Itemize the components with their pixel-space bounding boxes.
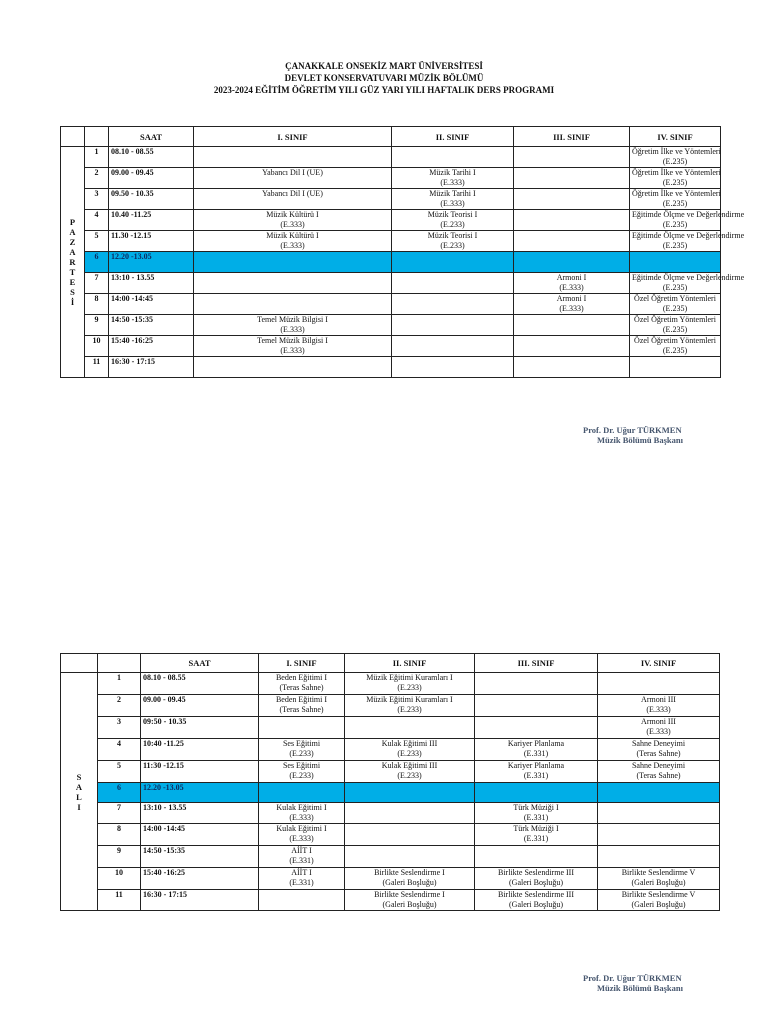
- course-name: Armoni III: [641, 695, 676, 704]
- table-row: [61, 315, 721, 336]
- course-name: Birlikte Seslendirme I: [374, 890, 445, 899]
- class-1-cell: [259, 717, 345, 739]
- course-room: (E.233): [397, 705, 422, 714]
- class-1-cell: [259, 783, 345, 803]
- class-2-cell: [345, 695, 475, 717]
- time-slot: 08.10 - 08.55: [109, 147, 194, 168]
- course-room: (E.333): [440, 199, 465, 208]
- class-4-cell: [598, 717, 720, 739]
- class-3-cell: [475, 846, 598, 868]
- course-room: (E.333): [289, 834, 314, 843]
- class-4-cell: [598, 673, 720, 695]
- course-room: (Teras Sahne): [636, 749, 681, 758]
- class-1-cell: [259, 890, 345, 911]
- course-name: Birlikte Seslendirme V: [621, 868, 696, 877]
- table-row: [61, 824, 720, 846]
- class-2-cell: [392, 210, 514, 231]
- table-row: [61, 189, 721, 210]
- table-header-row: [61, 654, 720, 673]
- time-slot: 16:30 - 17:15: [109, 357, 194, 378]
- table-row: [61, 168, 721, 189]
- course-name: AİİT I: [291, 846, 312, 855]
- day-letter: T: [69, 267, 76, 277]
- time-slot: 14:00 -14:45: [109, 294, 194, 315]
- course-name: Temel Müzik Bilgisi I: [257, 336, 328, 345]
- class-4-cell: [630, 315, 721, 336]
- signature-block: [583, 973, 683, 993]
- course-room: (E.333): [280, 220, 305, 229]
- course-name: Ses Eğitimi: [282, 761, 321, 770]
- class-1-cell: [194, 210, 392, 231]
- course-room: (E.333): [280, 241, 305, 250]
- class-3-cell: [475, 739, 598, 761]
- period-number: 8: [85, 294, 109, 315]
- course-room: (Galeri Boşluğu): [631, 878, 686, 887]
- class-4-cell: [598, 868, 720, 890]
- corner-cell: [98, 654, 141, 673]
- time-slot: 16:30 - 17:15: [141, 890, 259, 911]
- day-letter: P: [69, 217, 76, 227]
- period-number: 1: [85, 147, 109, 168]
- table-row: [61, 252, 721, 273]
- course-name: Birlikte Seslendirme III: [498, 868, 574, 877]
- course-room: (E.331): [523, 813, 549, 822]
- day-label-cell: [61, 673, 98, 911]
- period-number: 4: [85, 210, 109, 231]
- course-name: Beden Eğitimi I: [275, 673, 328, 682]
- class-4-cell: [630, 357, 721, 378]
- table-row: [61, 210, 721, 231]
- class-1-cell: [259, 739, 345, 761]
- class-3-cell: [475, 783, 598, 803]
- class-3-cell: [514, 147, 630, 168]
- period-number: 6: [85, 252, 109, 273]
- class-2-cell: [392, 315, 514, 336]
- class-1-cell: [259, 803, 345, 824]
- monday-schedule-table: [60, 126, 745, 378]
- class-1-header: I. SINIF: [194, 127, 392, 147]
- corner-cell: [61, 127, 85, 147]
- class-3-cell: [514, 189, 630, 210]
- class-4-cell: [598, 761, 720, 783]
- class-2-cell: [345, 739, 475, 761]
- course-name: Öğretim İlke ve Yöntemleri: [632, 147, 721, 156]
- saat-header: SAAT: [109, 127, 194, 147]
- class-2-cell: [345, 803, 475, 824]
- period-number: 7: [98, 803, 141, 824]
- course-name: Temel Müzik Bilgisi I: [257, 315, 328, 324]
- class-3-cell: [475, 890, 598, 911]
- period-number: 7: [85, 273, 109, 294]
- course-name: Müzik Teorisi I: [427, 210, 478, 219]
- course-name: Kulak Eğitimi I: [276, 824, 327, 833]
- course-name: Sahne Deneyimi: [631, 739, 686, 748]
- table-row: [61, 803, 720, 824]
- time-slot: 12.20 -13.05: [109, 252, 194, 273]
- class-1-cell: [194, 273, 392, 294]
- course-name: Müzik Tarihi I: [429, 189, 476, 198]
- class-3-cell: [475, 803, 598, 824]
- course-name: Türk Müziği I: [513, 824, 559, 833]
- course-name: Müzik Teorisi I: [427, 231, 478, 240]
- table-row: [61, 695, 720, 717]
- class-1-cell: [194, 336, 392, 357]
- course-room: (E.233): [397, 771, 422, 780]
- class-4-cell: [630, 231, 745, 252]
- class-3-header: III. SINIF: [475, 654, 598, 673]
- class-1-cell: [194, 315, 392, 336]
- class-4-header: IV. SINIF: [598, 654, 720, 673]
- course-room: (E.235): [662, 199, 688, 208]
- class-4-cell: [598, 824, 720, 846]
- day-letter: R: [69, 257, 76, 267]
- course-room: (Galeri Boşluğu): [631, 900, 686, 909]
- time-slot: 10.40 -11.25: [109, 210, 194, 231]
- time-slot: 12.20 -13.05: [141, 783, 259, 803]
- course-name: Müzik Eğitimi Kuramları I: [366, 695, 453, 704]
- table-row: [61, 357, 721, 378]
- course-room: (E.235): [662, 178, 688, 187]
- class-2-cell: [392, 252, 514, 273]
- table-row: [61, 231, 721, 252]
- course-name: Sahne Deneyimi: [631, 761, 686, 770]
- day-letter: Z: [69, 237, 76, 247]
- period-number: 11: [98, 890, 141, 911]
- table-row: [61, 739, 720, 761]
- course-name: Müzik Kültürü I: [266, 210, 319, 219]
- course-name: Kulak Eğitimi III: [381, 761, 438, 770]
- course-name: Müzik Tarihi I: [429, 168, 476, 177]
- course-room: (E.333): [559, 304, 584, 313]
- class-3-cell: [514, 252, 630, 273]
- course-room: (E.233): [397, 749, 422, 758]
- course-name: Kulak Eğitimi III: [381, 739, 438, 748]
- class-4-cell: [630, 336, 721, 357]
- table-row: [61, 761, 720, 783]
- period-number: 6: [98, 783, 141, 803]
- class-4-cell: [630, 294, 721, 315]
- course-name: Türk Müziği I: [513, 803, 559, 812]
- class-2-cell: [392, 273, 514, 294]
- period-number: 8: [98, 824, 141, 846]
- course-room: (E.333): [280, 325, 305, 334]
- time-slot: 15:40 -16:25: [141, 868, 259, 890]
- class-3-cell: [514, 294, 630, 315]
- course-name: Öğretim İlke ve Yöntemleri: [632, 168, 721, 177]
- day-letter: İ: [70, 297, 75, 307]
- class-4-header: IV. SINIF: [630, 127, 721, 147]
- period-number: 9: [98, 846, 141, 868]
- class-3-cell: [514, 273, 630, 294]
- class-2-cell: [345, 717, 475, 739]
- day-letter: E: [69, 277, 76, 287]
- course-name: Kulak Eğitimi I: [276, 803, 327, 812]
- table-row: [61, 273, 721, 294]
- time-slot: 09.50 - 10.35: [109, 189, 194, 210]
- period-number: 3: [98, 717, 141, 739]
- class-3-cell: [514, 168, 630, 189]
- class-1-cell: [259, 673, 345, 695]
- period-number: 11: [85, 357, 109, 378]
- course-room: (E.235): [662, 220, 688, 229]
- class-4-cell: [598, 846, 720, 868]
- saat-header: SAAT: [141, 654, 259, 673]
- course-room: (Galeri Boşluğu): [509, 900, 563, 909]
- course-room: (Teras Sahne): [279, 705, 324, 714]
- class-1-cell: [194, 168, 392, 189]
- class-2-cell: [345, 846, 475, 868]
- class-1-cell: [194, 231, 392, 252]
- course-room: (E.331): [523, 749, 549, 758]
- class-4-cell: [598, 803, 720, 824]
- class-4-cell: [598, 783, 720, 803]
- class-4-cell: [598, 890, 720, 911]
- course-room: (E.235): [662, 325, 688, 334]
- class-2-cell: [345, 761, 475, 783]
- class-2-cell: [392, 336, 514, 357]
- course-room: (E.331): [289, 878, 314, 887]
- course-name: Eğitimde Ölçme ve Değerlendirme: [632, 273, 745, 282]
- course-name: Ses Eğitimi: [282, 739, 321, 748]
- time-slot: 14:50 -15:35: [141, 846, 259, 868]
- class-4-cell: [598, 695, 720, 717]
- table-row: [61, 890, 720, 911]
- table-row: [61, 846, 720, 868]
- course-name: Müzik Eğitimi Kuramları I: [366, 673, 453, 682]
- class-2-cell: [392, 147, 514, 168]
- course-name: Özel Öğretim Yöntemleri: [634, 294, 716, 303]
- course-name: Eğitimde Ölçme ve Değerlendirme: [632, 210, 745, 219]
- course-room: (E.233): [440, 220, 465, 229]
- class-2-cell: [392, 168, 514, 189]
- day-letter: A: [69, 247, 76, 257]
- course-room: (Teras Sahne): [636, 771, 681, 780]
- table-row: [61, 147, 721, 168]
- day-letter: I: [77, 801, 81, 812]
- class-3-cell: [475, 695, 598, 717]
- period-number: 4: [98, 739, 141, 761]
- class-2-cell: [345, 890, 475, 911]
- course-name: Eğitimde Ölçme ve Değerlendirme: [632, 231, 745, 240]
- class-4-cell: [630, 147, 721, 168]
- signature-name: Prof. Dr. Uğur TÜRKMEN: [583, 973, 682, 983]
- class-1-cell: [259, 695, 345, 717]
- course-room: (E.233): [289, 771, 314, 780]
- class-1-cell: [259, 868, 345, 890]
- program-title: 2023-2024 EĞİTİM ÖĞRETİM YILI GÜZ YARI YILI HAFTALIK DERS PROGRAMI: [213, 85, 555, 95]
- class-3-cell: [475, 824, 598, 846]
- signature-block: [583, 425, 683, 445]
- course-name: Öğretim İlke ve Yöntemleri: [632, 189, 721, 198]
- class-2-cell: [392, 294, 514, 315]
- course-name: Yabancı Dil I (UE): [262, 168, 323, 177]
- time-slot: 08.10 - 08.55: [141, 673, 259, 695]
- period-number: 5: [85, 231, 109, 252]
- corner-cell: [85, 127, 109, 147]
- period-number: 1: [98, 673, 141, 695]
- course-room: (Galeri Boşluğu): [382, 900, 437, 909]
- class-2-header: II. SINIF: [392, 127, 514, 147]
- period-number: 10: [85, 336, 109, 357]
- class-1-cell: [194, 147, 392, 168]
- course-name: Kariyer Planlama: [507, 761, 565, 770]
- class-3-cell: [475, 868, 598, 890]
- class-1-cell: [259, 761, 345, 783]
- course-name: Yabancı Dil I (UE): [262, 189, 323, 198]
- time-slot: 11.30 -12.15: [109, 231, 194, 252]
- course-room: (E.333): [440, 178, 465, 187]
- corner-cell: [61, 654, 98, 673]
- time-slot: 14:00 -14:45: [141, 824, 259, 846]
- table-row: [61, 294, 721, 315]
- class-4-cell: [630, 189, 721, 210]
- signature-title: Müzik Bölümü Başkanı: [597, 983, 683, 993]
- course-name: Özel Öğretim Yöntemleri: [634, 315, 716, 324]
- time-slot: 09.00 - 09.45: [109, 168, 194, 189]
- class-2-cell: [345, 868, 475, 890]
- day-letter: S: [70, 287, 75, 297]
- class-3-cell: [514, 315, 630, 336]
- course-name: Birlikte Seslendirme I: [374, 868, 445, 877]
- class-3-cell: [514, 210, 630, 231]
- course-name: Armoni III: [641, 717, 676, 726]
- period-number: 3: [85, 189, 109, 210]
- course-room: (E.333): [646, 727, 671, 736]
- course-room: (E.331): [523, 771, 549, 780]
- course-room: (E.233): [440, 241, 465, 250]
- course-room: (E.333): [280, 346, 305, 355]
- day-letter: S: [76, 771, 82, 782]
- course-room: (Galeri Boşluğu): [382, 878, 437, 887]
- table-row: [61, 717, 720, 739]
- class-1-header: I. SINIF: [259, 654, 345, 673]
- time-slot: 10:40 -11.25: [141, 739, 259, 761]
- class-1-cell: [259, 824, 345, 846]
- course-name: Kariyer Planlama: [507, 739, 565, 748]
- document-header: [0, 60, 768, 96]
- class-4-cell: [630, 210, 745, 231]
- period-number: 2: [85, 168, 109, 189]
- time-slot: 11:30 -12.15: [141, 761, 259, 783]
- class-1-cell: [259, 846, 345, 868]
- class-4-cell: [630, 168, 721, 189]
- class-2-cell: [392, 357, 514, 378]
- course-room: (E.331): [523, 834, 549, 843]
- course-room: (E.233): [397, 683, 422, 692]
- class-4-cell: [598, 739, 720, 761]
- course-name: Armoni I: [556, 294, 587, 303]
- class-2-header: II. SINIF: [345, 654, 475, 673]
- university-title: ÇANAKKALE ONSEKİZ MART ÜNİVERSİTESİ: [285, 61, 483, 71]
- course-name: Beden Eğitimi I: [275, 695, 328, 704]
- period-number: 2: [98, 695, 141, 717]
- time-slot: 15:40 -16:25: [109, 336, 194, 357]
- course-name: Armoni I: [556, 273, 587, 282]
- table-row: [61, 783, 720, 803]
- class-3-cell: [475, 717, 598, 739]
- time-slot: 09.00 - 09.45: [141, 695, 259, 717]
- table-row: [61, 336, 721, 357]
- day-letter: A: [75, 781, 83, 792]
- class-3-cell: [475, 673, 598, 695]
- tuesday-schedule-table: [60, 653, 720, 911]
- course-room: (E.333): [559, 283, 584, 292]
- period-number: 5: [98, 761, 141, 783]
- class-3-header: III. SINIF: [514, 127, 630, 147]
- course-name: Müzik Kültürü I: [266, 231, 319, 240]
- course-name: Birlikte Seslendirme V: [621, 890, 696, 899]
- course-room: (E.235): [662, 283, 688, 292]
- time-slot: 14:50 -15:35: [109, 315, 194, 336]
- class-1-cell: [194, 357, 392, 378]
- course-name: Özel Öğretim Yöntemleri: [634, 336, 716, 345]
- class-3-cell: [514, 357, 630, 378]
- class-2-cell: [345, 783, 475, 803]
- course-room: (E.333): [646, 705, 671, 714]
- table-row: [61, 673, 720, 695]
- course-room: (E.235): [662, 304, 688, 313]
- course-name: Birlikte Seslendirme III: [498, 890, 574, 899]
- table-row: [61, 868, 720, 890]
- course-room: (E.331): [289, 856, 314, 865]
- course-room: (E.235): [662, 241, 688, 250]
- period-number: 9: [85, 315, 109, 336]
- class-1-cell: [194, 189, 392, 210]
- class-3-cell: [514, 231, 630, 252]
- course-room: (Teras Sahne): [279, 683, 324, 692]
- course-room: (E.235): [662, 346, 688, 355]
- class-4-cell: [630, 252, 721, 273]
- table-header-row: [61, 127, 721, 147]
- course-room: (E.235): [662, 157, 688, 166]
- class-2-cell: [345, 673, 475, 695]
- class-2-cell: [392, 231, 514, 252]
- time-slot: 13:10 - 13.55: [141, 803, 259, 824]
- class-1-cell: [194, 294, 392, 315]
- class-1-cell: [194, 252, 392, 273]
- course-room: (E.333): [289, 813, 314, 822]
- day-letter: A: [69, 227, 76, 237]
- period-number: 10: [98, 868, 141, 890]
- course-room: (Galeri Boşluğu): [509, 878, 563, 887]
- class-3-cell: [475, 761, 598, 783]
- department-title: DEVLET KONSERVATUVARI MÜZİK BÖLÜMÜ: [284, 73, 484, 83]
- class-2-cell: [392, 189, 514, 210]
- signature-name: Prof. Dr. Uğur TÜRKMEN: [583, 425, 682, 435]
- course-room: (E.233): [289, 749, 314, 758]
- signature-title: Müzik Bölümü Başkanı: [597, 435, 683, 445]
- time-slot: 13:10 - 13.55: [109, 273, 194, 294]
- class-4-cell: [630, 273, 745, 294]
- day-letter: L: [76, 791, 82, 802]
- time-slot: 09:50 - 10.35: [141, 717, 259, 739]
- class-2-cell: [345, 824, 475, 846]
- class-3-cell: [514, 336, 630, 357]
- day-label-cell: [61, 147, 85, 378]
- course-name: AİİT I: [291, 868, 312, 877]
